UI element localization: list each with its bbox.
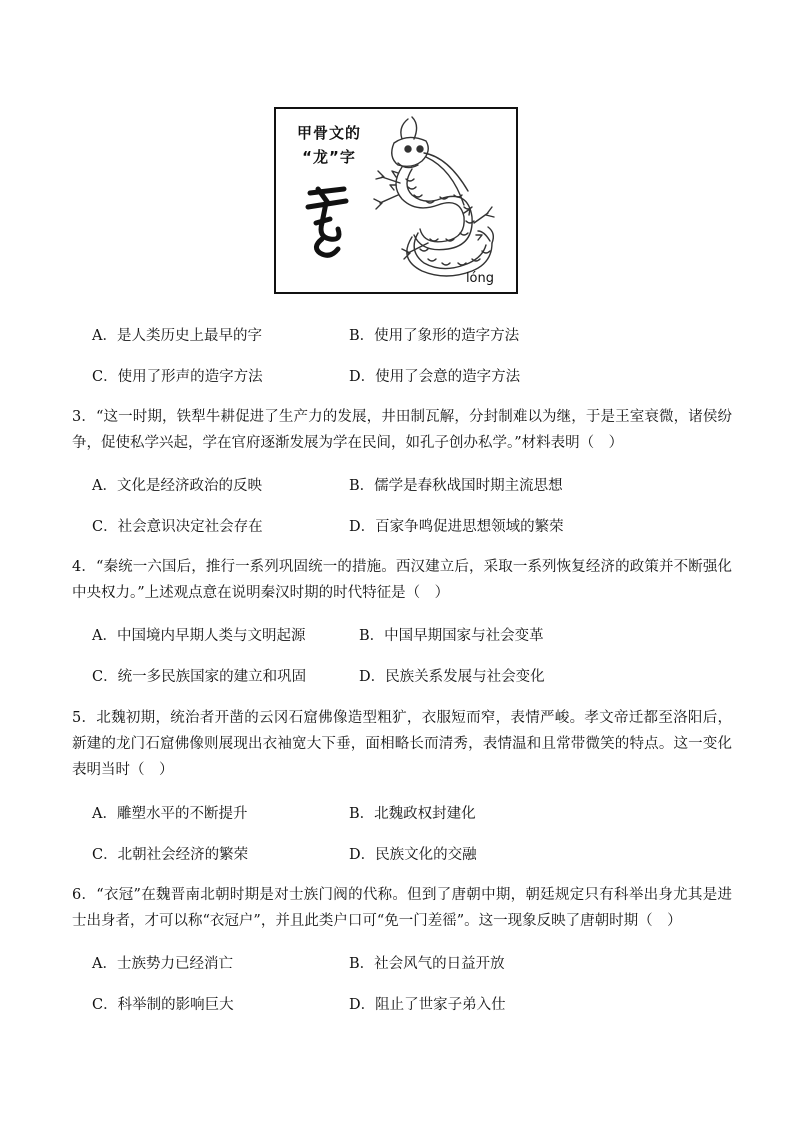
option-letter: D．: [349, 997, 376, 1013]
q6-option-d: [349, 993, 506, 1014]
question-number: 4．: [72, 559, 96, 575]
question-text: 北魏初期，统治者开凿的云冈石窟佛像造型粗犷，衣服短而窄，表情严峻。孝文帝迁都至洛阳后，新建的龙门石窟佛像则展现出衣袖宽大下垂，面相略长而清秀，表情温和且常带微笑的特点。这一变化表明当时（ ）: [72, 710, 732, 778]
question-4-stem: [72, 554, 732, 606]
option-letter: C．: [92, 847, 118, 863]
option-text: 北魏政权封建化: [374, 806, 476, 822]
option-text: 百家争鸣促进思想领域的繁荣: [375, 519, 564, 535]
option-text: 中国早期国家与社会变革: [384, 628, 544, 644]
option-text: 使用了象形的造字方法: [374, 328, 520, 344]
question-number: 3．: [72, 409, 96, 425]
question-5-stem: [72, 705, 732, 783]
q5-option-d: [349, 843, 477, 864]
option-letter: A．: [92, 478, 117, 494]
option-letter: A．: [92, 956, 117, 972]
option-text: 士族势力已经消亡: [116, 956, 233, 972]
oracle-bone-dragon-figure: [274, 107, 518, 294]
option-letter: B．: [349, 806, 375, 822]
option-text: 统一多民族国家的建立和巩固: [117, 669, 307, 685]
q2-option-d: [349, 365, 520, 386]
option-text: 雕塑水平的不断提升: [116, 806, 248, 822]
q3-option-b: [349, 474, 563, 495]
question-text: “这一时期，铁犁牛耕促进了生产力的发展，井田制瓦解，分封制难以为继，于是王室衰微，诸侯纷争，促使私学兴起，学在官府逐渐发展为学在民间，如孔子创办私学。”材料表明（ ）: [72, 409, 732, 451]
option-letter: B．: [349, 956, 375, 972]
q2-option-c: [92, 365, 263, 386]
q4-option-c: [92, 665, 306, 686]
option-letter: C．: [92, 519, 118, 535]
option-letter: A．: [92, 806, 117, 822]
option-text: 民族关系发展与社会变化: [385, 669, 545, 685]
option-text: 阻止了世家子弟入仕: [375, 997, 506, 1013]
option-text: 文化是经济政治的反映: [116, 478, 262, 494]
option-letter: D．: [359, 669, 386, 685]
question-text: “衣冠”在魏晋南北朝时期是对士族门阀的代称。但到了唐朝中期，朝廷规定只有科举出身尤其是进士出身者，才可以称“衣冠户”，并且此类户口可“免一门差徭”。这一现象反映了唐朝时期（ ）: [72, 887, 732, 929]
q6-option-b: [349, 952, 505, 973]
q5-option-b: [349, 802, 476, 823]
option-letter: C．: [92, 369, 118, 385]
option-letter: D．: [349, 369, 376, 385]
q2-option-b: [349, 324, 519, 345]
option-letter: B．: [359, 628, 385, 644]
option-letter: B．: [349, 478, 375, 494]
question-number: 5．: [72, 710, 97, 726]
figure-caption-line-1: 甲骨文的: [296, 124, 361, 142]
question-text: “秦统一六国后，推行一系列巩固统一的措施。西汉建立后，采取一系列恢复经济的政策并不断强化中央权力。”上述观点意在说明秦汉时期的时代特征是（ ）: [72, 559, 732, 601]
question-number: 6．: [72, 887, 97, 903]
figure-caption: [288, 121, 370, 169]
q6-option-c: [92, 993, 234, 1014]
option-letter: A．: [92, 628, 117, 644]
option-text: 中国境内早期人类与文明起源: [116, 628, 306, 644]
q6-option-a: [92, 952, 233, 973]
option-text: 民族文化的交融: [375, 847, 477, 863]
dragon-illustration-icon: [368, 113, 498, 289]
option-letter: C．: [92, 997, 118, 1013]
pinyin-label: lóng: [465, 271, 494, 286]
option-text: 社会意识决定社会存在: [117, 519, 263, 535]
question-6-stem: [72, 882, 732, 934]
q4-option-a: [92, 624, 305, 645]
q4-option-b: [359, 624, 544, 645]
option-letter: A．: [92, 328, 117, 344]
q5-option-a: [92, 802, 247, 823]
option-letter: B．: [349, 328, 375, 344]
q5-option-c: [92, 843, 248, 864]
option-text: 儒学是春秋战国时期主流思想: [374, 478, 563, 494]
option-text: 科举制的影响巨大: [117, 997, 234, 1013]
oracle-bone-glyph-icon: [304, 183, 350, 263]
option-text: 是人类历史上最早的字: [116, 328, 262, 344]
option-letter: D．: [349, 847, 376, 863]
question-3-stem: [72, 404, 732, 456]
q2-option-a: [92, 324, 262, 345]
figure-caption-line-2: “龙”字: [302, 148, 356, 166]
q4-option-d: [359, 665, 545, 686]
option-text: 使用了会意的造字方法: [375, 369, 521, 385]
q3-option-a: [92, 474, 262, 495]
option-text: 使用了形声的造字方法: [117, 369, 263, 385]
q3-option-c: [92, 515, 263, 536]
option-text: 社会风气的日益开放: [374, 956, 505, 972]
option-text: 北朝社会经济的繁荣: [117, 847, 249, 863]
option-letter: C．: [92, 669, 118, 685]
option-letter: D．: [349, 519, 376, 535]
q3-option-d: [349, 515, 564, 536]
